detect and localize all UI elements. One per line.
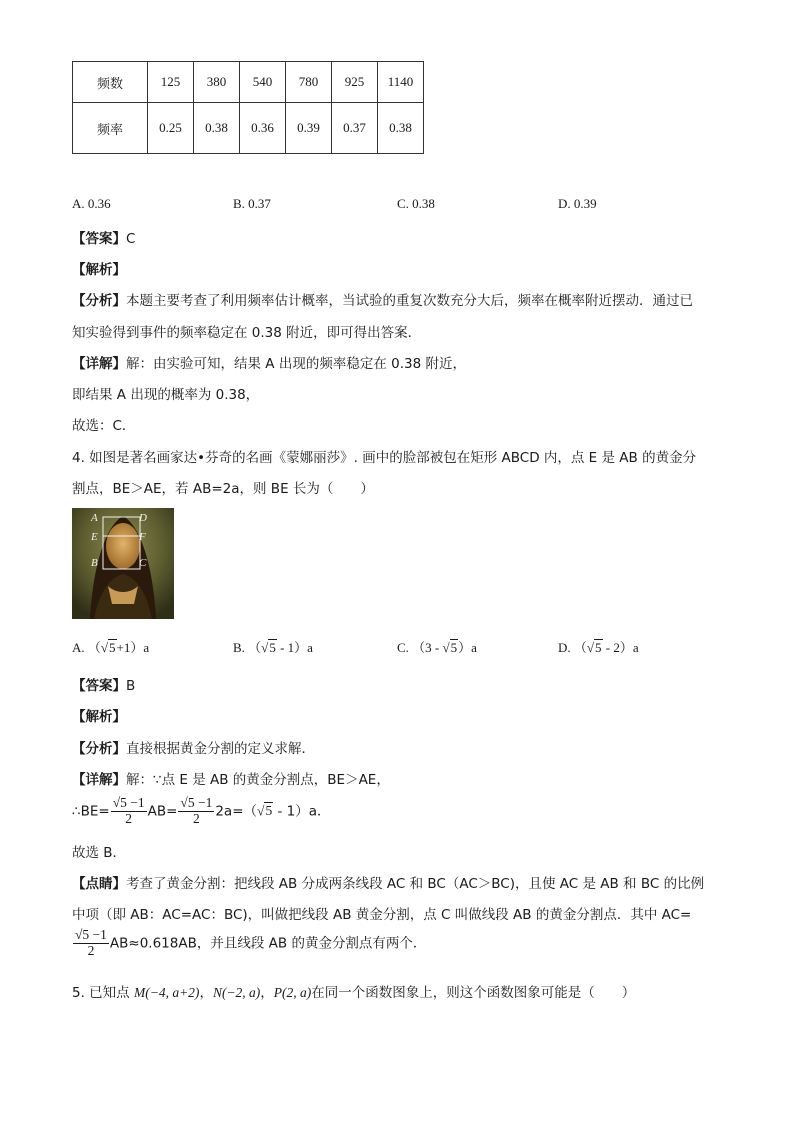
q3-fenxi-line1 xyxy=(72,289,693,309)
table-cell: 0.39 xyxy=(286,103,332,154)
q4-question-line1: 4. 如图是著名画家达•芬奇的名画《蒙娜丽莎》. 画中的脸部被包在矩形 ABCD 内，点 E 是 AB 的黄金分 xyxy=(72,450,697,466)
q3-fenxi-line2: 知实验得到事件的频率稳定在 0.38 附近，即可得出答案． xyxy=(72,325,422,341)
table-cell: 0.38 xyxy=(194,103,240,154)
table-cell: 0.38 xyxy=(378,103,424,154)
table-header-cell: 频数 xyxy=(73,62,148,103)
painting-label: D xyxy=(139,512,147,524)
q3-line2: 即结果 A 出现的概率为 0.38， xyxy=(72,387,260,403)
xiangjie-text: 解：由实验可知，结果 A 出现的频率稳定在 0.38 附近， xyxy=(126,356,466,372)
answer-value: C xyxy=(126,231,136,247)
q4-fenxi: 【分析】直接根据黄金分割的定义求解． xyxy=(72,741,315,757)
q4-dianjing-line3: $\frac{√5 -1}{2}$ AB≈0.618AB，并且线段 AB 的黄金分割点有两个． xyxy=(75,927,427,958)
q5-question: 5. 已知点 M(−4, a+2)，N(−2, a)，P(2, a)在同一个函数图象上，则这个函数图象可能是（ ） xyxy=(72,985,636,1001)
painting-label: B xyxy=(91,557,98,569)
q3-answer xyxy=(72,227,135,247)
q4-conclusion: 故选 B． xyxy=(72,845,127,861)
table-header-cell: 频率 xyxy=(73,103,148,154)
table-cell: 380 xyxy=(194,62,240,103)
q4-option-d: D. （√5 - 2）a xyxy=(558,640,639,655)
q4-formula: ∴BE= $\frac{√5 -1}{2}$ AB= $\frac{√5 -1}{2}$ 2a=（√5 - 1）a． xyxy=(72,795,331,826)
xiangjie-tag: 【详解】 xyxy=(72,356,126,372)
painting-label: F xyxy=(139,531,146,543)
frequency-table xyxy=(72,61,424,154)
q4-xiangjie: 【详解】解：∵点 E 是 AB 的黄金分割点，BE＞AE， xyxy=(72,772,390,788)
table-cell: 0.37 xyxy=(332,103,378,154)
q4-dianjing-line1: 【点睛】考查了黄金分割：把线段 AB 分成两条线段 AC 和 BC（AC＞BC)，且使 AC 是 AB 和 BC 的比例 xyxy=(72,876,705,892)
q4-analysis-tag: 【解析】 xyxy=(72,709,126,725)
table-cell: 0.25 xyxy=(148,103,194,154)
table-cell: 1140 xyxy=(378,62,424,103)
q3-option-b: B. 0.37 xyxy=(233,196,271,211)
fenxi-tag: 【分析】 xyxy=(72,293,126,309)
fenxi-text: 本题主要考查了利用频率估计概率，当试验的重复次数充分大后，频率在概率附近摆动．通过已 xyxy=(126,293,693,309)
mona-lisa-image xyxy=(72,508,174,619)
q4-option-c: C. （3 - √5）a xyxy=(397,640,477,655)
table-row xyxy=(73,103,424,154)
table-cell: 125 xyxy=(148,62,194,103)
answer-value: B xyxy=(126,678,136,694)
table-cell: 780 xyxy=(286,62,332,103)
q3-xiangjie xyxy=(72,352,466,372)
painting-label: A xyxy=(91,512,98,524)
q3-option-a: A. 0.36 xyxy=(72,196,111,211)
painting-label: E xyxy=(91,531,98,543)
q3-line3: 故选：C． xyxy=(72,418,136,434)
q3-option-c: C. 0.38 xyxy=(397,196,435,211)
q4-question-line2: 割点，BE＞AE，若 AB=2a，则 BE 长为（ ） xyxy=(72,481,374,497)
q4-option-a: A. （√5+1）a xyxy=(72,640,150,655)
painting-label: C xyxy=(139,557,147,569)
q3-option-d: D. 0.39 xyxy=(558,196,597,211)
q4-answer: 【答案】B xyxy=(72,678,136,694)
table-cell: 540 xyxy=(240,62,286,103)
q3-analysis-tag: 【解析】 xyxy=(72,262,126,278)
table-cell: 925 xyxy=(332,62,378,103)
table-row xyxy=(73,62,424,103)
q4-option-b: B. （√5 - 1）a xyxy=(233,640,313,655)
q4-dianjing-line2: 中项（即 AB：AC=AC：BC)，叫做把线段 AB 黄金分割，点 C 叫做线段 AB 的黄金分割点．其中 AC= xyxy=(72,907,692,923)
table-cell: 0.36 xyxy=(240,103,286,154)
answer-tag: 【答案】 xyxy=(72,231,126,247)
